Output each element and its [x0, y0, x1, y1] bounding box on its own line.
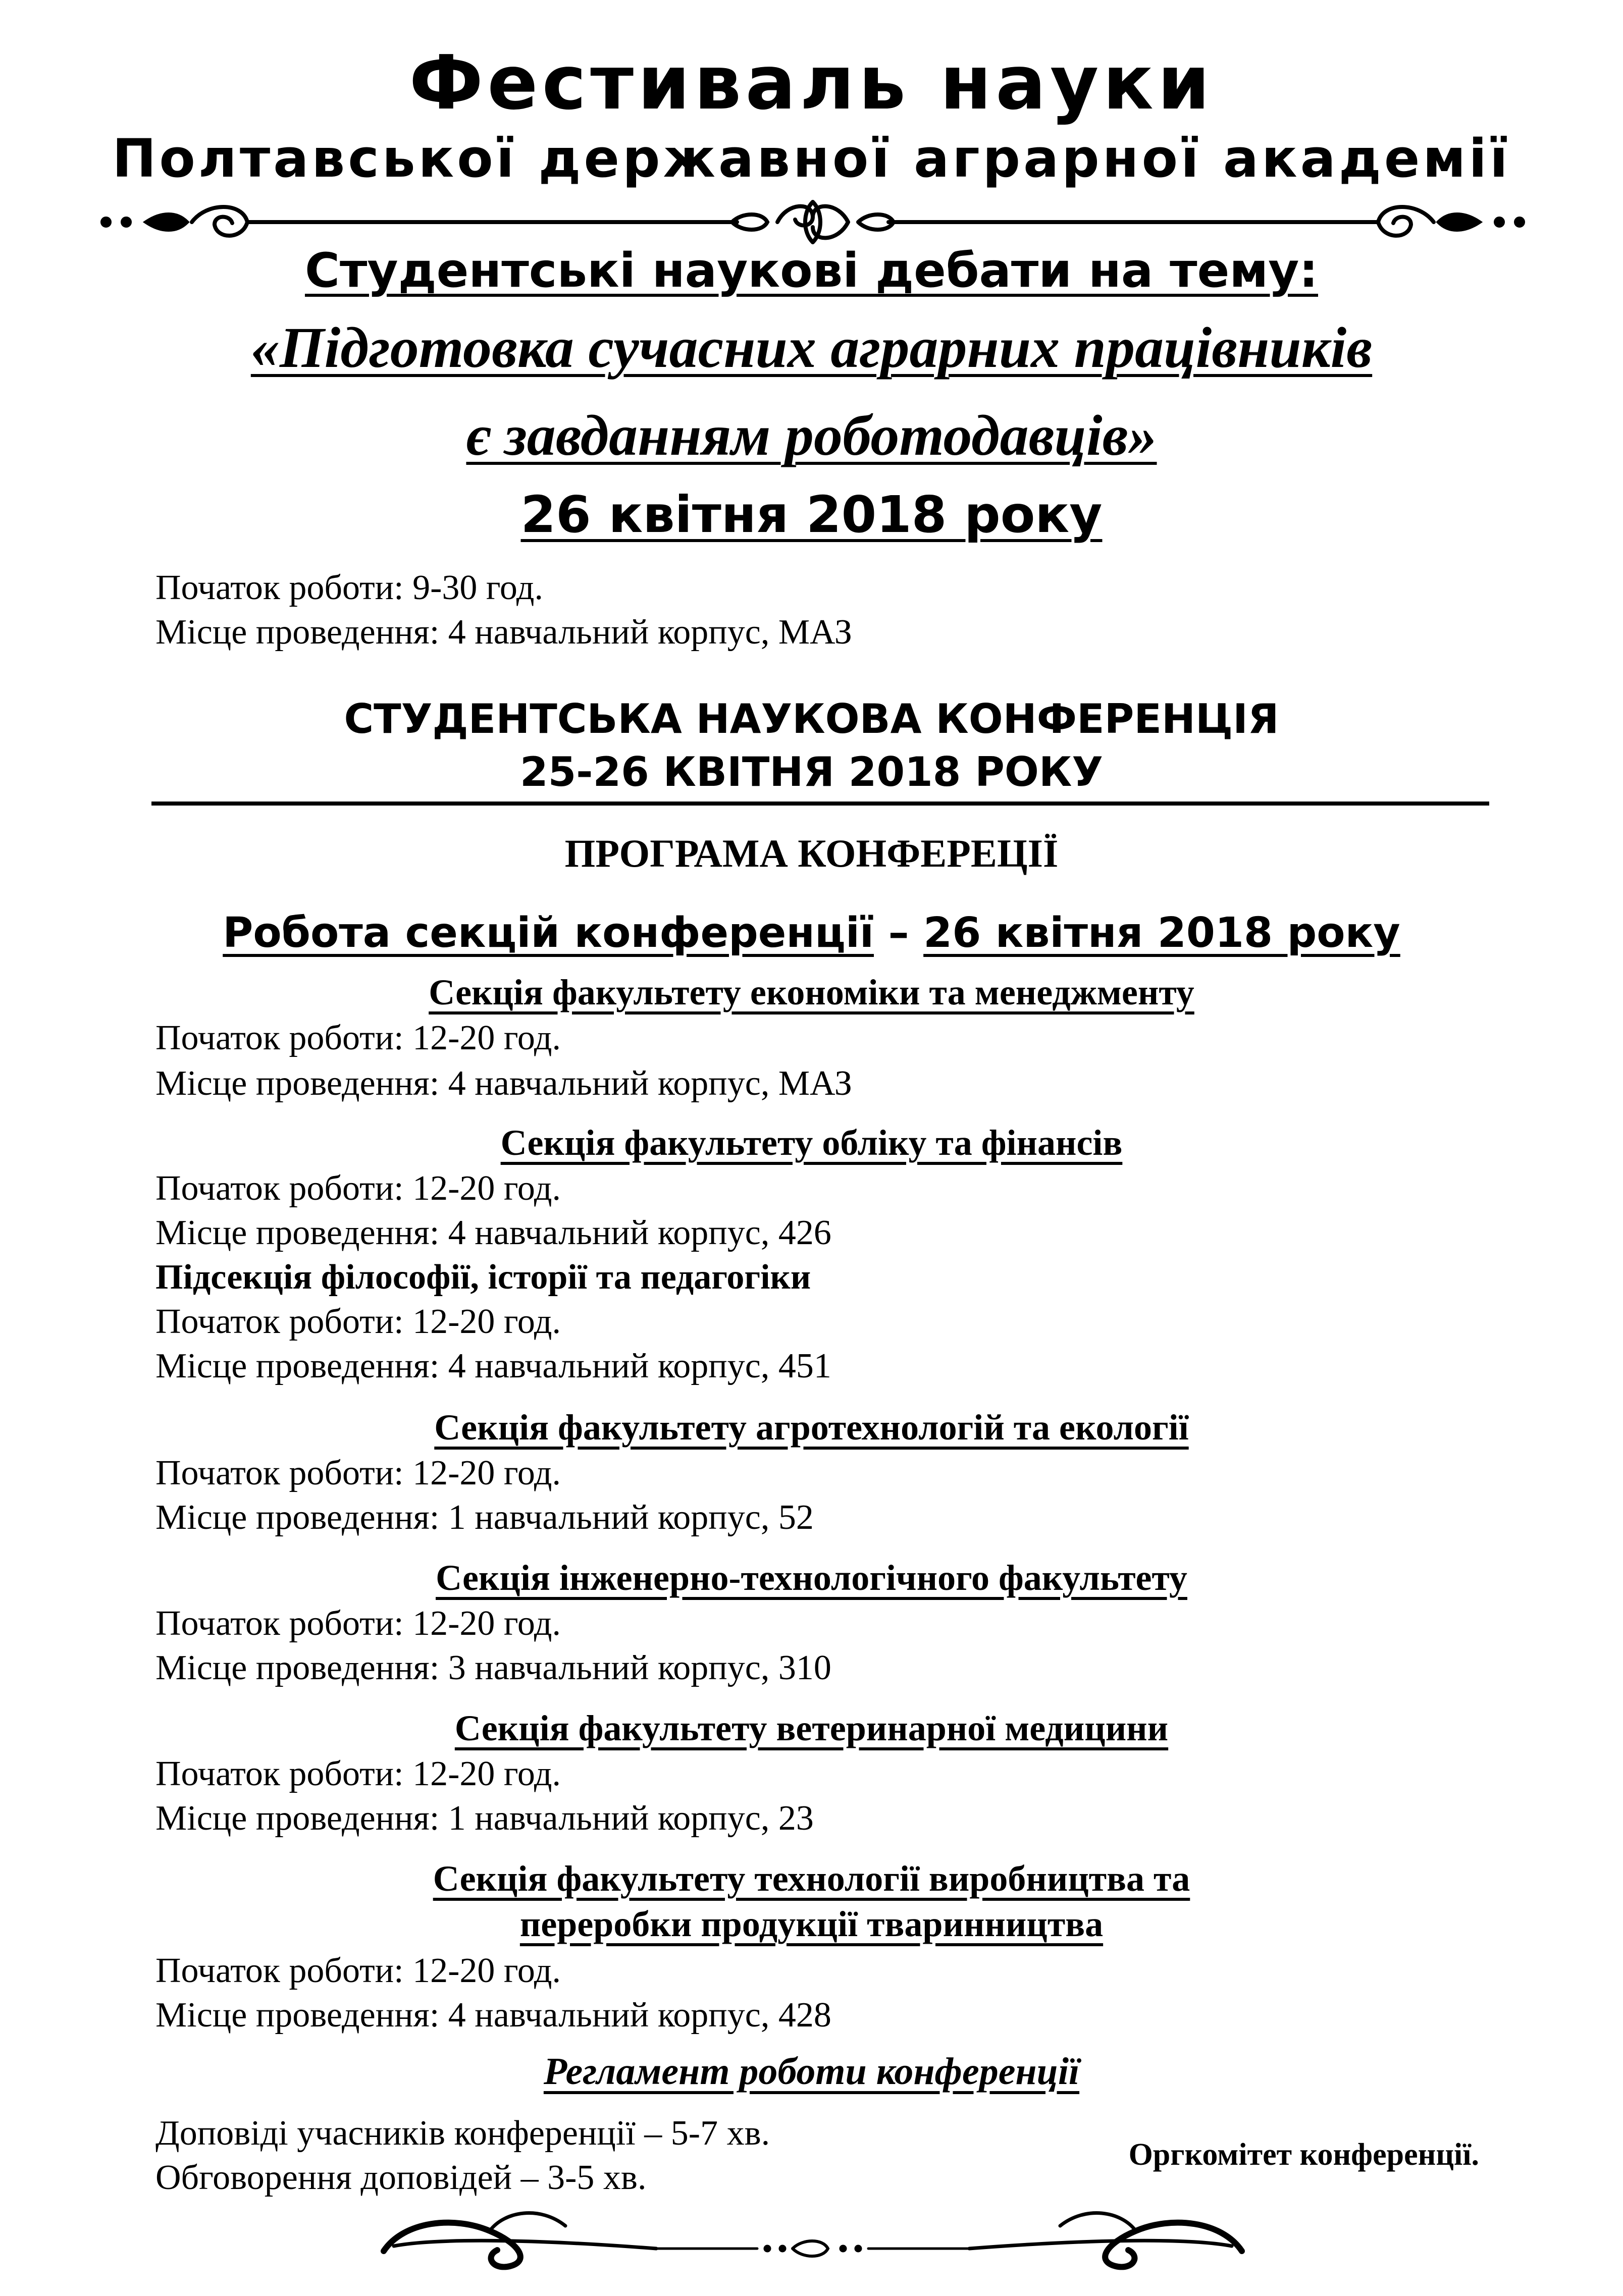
section-start-time: Початок роботи: 12-20 год.	[155, 1454, 561, 1492]
subsection-start-time: Початок роботи: 12-20 год.	[155, 1302, 561, 1341]
section-title: Секція факультету ветеринарної медицини	[454, 1708, 1169, 1748]
festival-title: Фестиваль науки	[409, 39, 1214, 126]
section-start-time: Початок роботи: 12-20 год.	[155, 1754, 561, 1793]
regulations-heading: Регламент роботи конференції	[543, 2050, 1080, 2093]
section-start-time: Початок роботи: 12-20 год.	[155, 1951, 561, 1990]
debate-topic-line1: «Підготовка сучасних аграрних працівників	[250, 315, 1373, 380]
section-title: Секція факультету обліку та фінансів	[500, 1123, 1123, 1163]
section-venue: Місце проведення: 4 навчальний корпус, МАЗ	[155, 1064, 852, 1103]
section-venue: Місце проведення: 1 навчальний корпус, 23	[155, 1799, 814, 1838]
section-title: Секція факультету економіки та менеджменту	[429, 972, 1194, 1012]
organizing-committee-signature: Оргкомітет конференції.	[1128, 2138, 1479, 2172]
debate-heading: Студентські наукові дебати на тему:	[304, 243, 1319, 298]
regulations-reports: Доповіді учасників конференції – 5-7 хв.	[155, 2114, 770, 2153]
section-start-time: Початок роботи: 12-20 год.	[155, 1604, 561, 1643]
section-venue: Місце проведення: 3 навчальний корпус, 310	[155, 1648, 831, 1687]
bottom-ornament-flourish	[374, 2191, 1252, 2281]
regulations-discussion: Обговорення доповідей – 3-5 хв.	[155, 2158, 647, 2197]
subsection-venue: Місце проведення: 4 навчальний корпус, 451	[155, 1347, 831, 1385]
section-title: Секція факультету технології виробництва та	[433, 1858, 1190, 1899]
conference-title: СТУДЕНТСЬКА НАУКОВА КОНФЕРЕНЦІЯ	[344, 696, 1279, 742]
debate-start-time: Початок роботи: 9-30 год.	[155, 568, 543, 607]
subsection-title: Підсекція філософії, історії та педагогіки	[155, 1258, 811, 1297]
section-title: Секція факультету агротехнологій та екології	[434, 1407, 1189, 1448]
section-venue: Місце проведення: 4 навчальний корпус, 428	[155, 1996, 831, 2035]
conference-dates: 25-26 КВІТНЯ 2018 РОКУ	[519, 749, 1104, 795]
debate-topic-line2: є завданням роботодавців»	[466, 403, 1157, 467]
section-venue: Місце проведення: 1 навчальний корпус, 52	[155, 1498, 814, 1537]
section-title-continued: переробки продукції тваринництва	[519, 1904, 1104, 1944]
horizontal-rule	[151, 802, 1489, 806]
festival-subtitle: Полтавської державної аграрної академії	[112, 128, 1511, 189]
sections-work-heading: Робота секцій конференції – 26 квітня 2018 року	[223, 909, 1400, 957]
section-start-time: Початок роботи: 12-20 год.	[155, 1169, 561, 1208]
program-heading: ПРОГРАМА КОНФЕРЕЦІЇ	[564, 831, 1059, 875]
debate-date: 26 квітня 2018 року	[520, 485, 1103, 544]
debate-venue: Місце проведення: 4 навчальний корпус, МАЗ	[155, 613, 852, 652]
section-start-time: Початок роботи: 12-20 год.	[155, 1019, 561, 1057]
section-title: Секція інженерно-технологічного факультету	[436, 1558, 1187, 1598]
section-venue: Місце проведення: 4 навчальний корпус, 426	[155, 1213, 831, 1252]
